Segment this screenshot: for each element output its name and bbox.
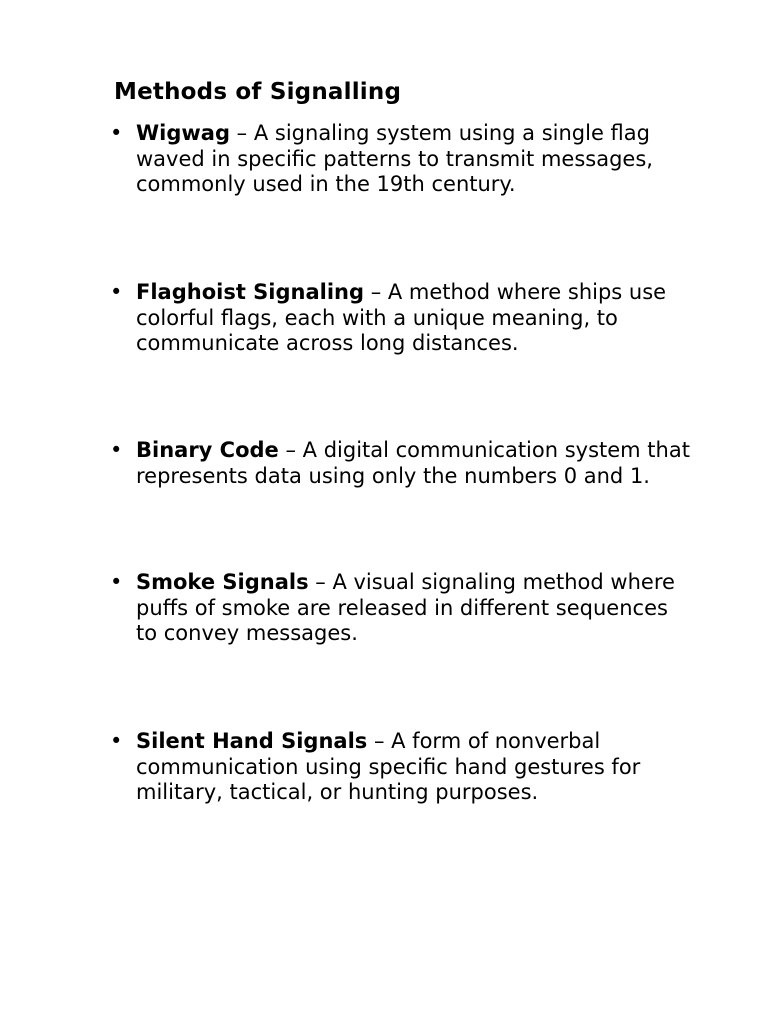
method-description: A digital communication system that represents data using only the numbers 0 and 1. (136, 438, 690, 488)
method-description: A method where ships use colorful flags, each with a unique meaning, to communicate across long distances. (136, 280, 667, 355)
list-item-text (136, 570, 690, 647)
list-item-text (136, 280, 690, 357)
bullet-marker: • (110, 570, 123, 594)
bullet-marker: • (110, 438, 123, 462)
term-separator: – (230, 121, 254, 145)
term-separator: – (278, 438, 303, 462)
term-separator: – (308, 570, 333, 594)
list-item-text (136, 729, 690, 806)
term-separator: – (364, 280, 388, 304)
method-term: Flaghoist Signaling (136, 280, 365, 304)
term-separator: – (367, 729, 392, 753)
bullet-marker: • (110, 280, 123, 304)
method-description: A form of nonverbal communication using specific hand gestures for military, tactical, or hunting purposes. (136, 729, 641, 804)
method-term: Silent Hand Signals (136, 729, 368, 753)
bullet-marker: • (110, 121, 123, 145)
list-item-text (136, 121, 690, 198)
method-term: Smoke Signals (136, 570, 309, 594)
page-title: Methods of Signalling (114, 79, 402, 105)
method-term: Binary Code (136, 438, 279, 462)
bullet-marker: • (110, 729, 123, 753)
list-item-text (136, 438, 690, 489)
method-description: A visual signaling method where puffs of smoke are released in different sequences to convey messages. (136, 570, 675, 645)
method-description: A signaling system using a single flag waved in specific patterns to transmit messages, commonly used in the 19th century. (136, 121, 653, 196)
method-term: Wigwag (136, 121, 230, 145)
